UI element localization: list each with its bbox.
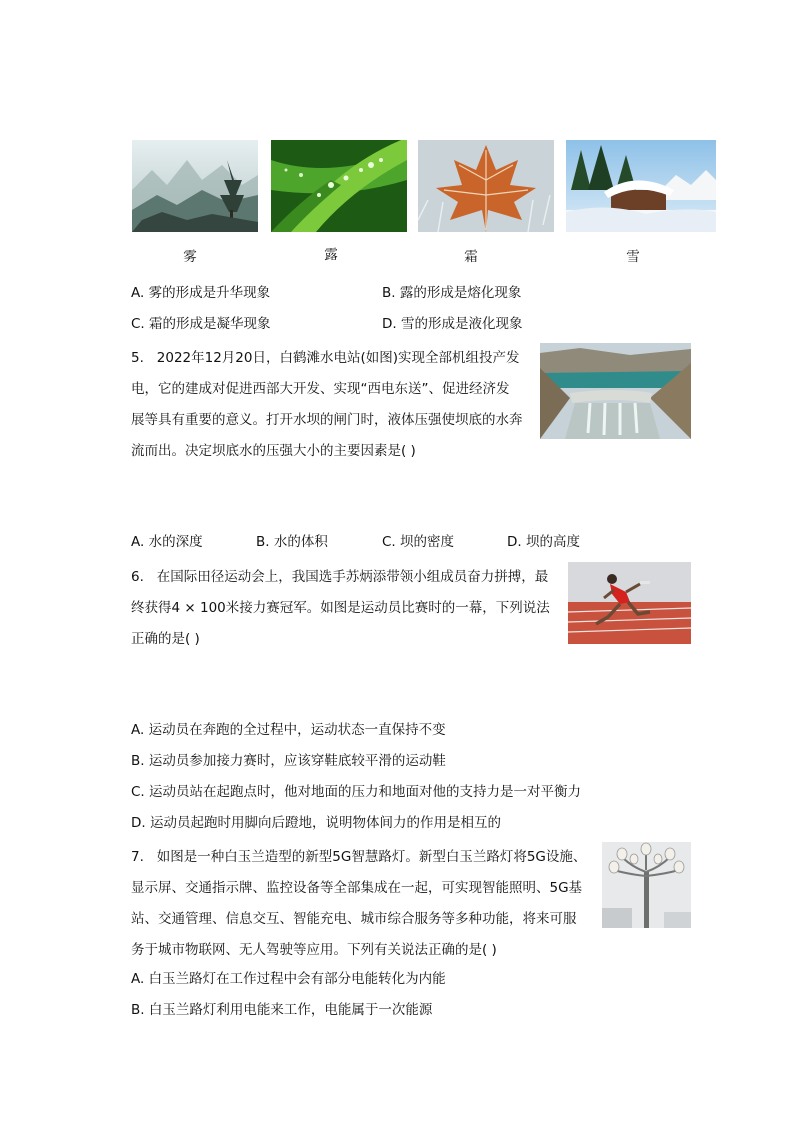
caption-dew: 露 bbox=[324, 247, 338, 263]
q5-number: 5. bbox=[131, 350, 144, 366]
q7-number: 7. bbox=[131, 849, 144, 865]
q6-option-b: B. 运动员参加接力赛时，应该穿鞋底较平滑的运动鞋 bbox=[131, 753, 446, 769]
dam-photo bbox=[540, 343, 691, 439]
streetlamp-photo bbox=[602, 842, 691, 928]
q6-stem bbox=[131, 562, 563, 655]
q4-option-a: A. 雾的形成是升华现象 bbox=[131, 285, 271, 301]
q6-number: 6. bbox=[131, 569, 144, 585]
q5-line-3: 展等具有重要的意义。打开水坝的闸门时，液体压强使坝底的水奔 bbox=[131, 412, 523, 428]
sprinter-photo bbox=[568, 562, 691, 644]
q4-option-d: D. 雪的形成是液化现象 bbox=[382, 316, 523, 332]
caption-fog: 雾 bbox=[183, 249, 197, 265]
q6-option-d: D. 运动员起跑时用脚向后蹬地，说明物体间力的作用是相互的 bbox=[131, 815, 501, 831]
q5-option-d: D. 坝的高度 bbox=[507, 534, 580, 550]
q7-line-2: 显示屏、交通指示牌、监控设备等全部集成在一起，可实现智能照明、5G基 bbox=[131, 880, 583, 896]
q5-line-1: 2022年12月20日，白鹤滩水电站(如图)实现全部机组投产发 bbox=[156, 350, 520, 366]
q5-line-2: 电，它的建成对促进西部大开发、实现“西电东送”、促进经济发 bbox=[131, 381, 510, 397]
caption-frost: 霜 bbox=[464, 249, 478, 265]
q7-line-4: 务于城市物联网、无人驾驶等应用。下列有关说法正确的是( ) bbox=[131, 942, 497, 958]
q5-line-4: 流而出。决定坝底水的压强大小的主要因素是( ) bbox=[131, 443, 416, 459]
q4-option-b: B. 露的形成是熔化现象 bbox=[382, 285, 522, 301]
fog-photo bbox=[132, 140, 258, 232]
q5-option-a: A. 水的深度 bbox=[131, 534, 203, 550]
q7-stem bbox=[131, 842, 599, 966]
q6-line-2: 终获得4 × 100米接力赛冠军。如图是运动员比赛时的一幕，下列说法 bbox=[131, 600, 550, 616]
q7-line-3: 站、交通管理、信息交互、智能充电、城市综合服务等多种功能，将来可服 bbox=[131, 911, 577, 927]
q6-line-3: 正确的是( ) bbox=[131, 631, 200, 647]
q7-option-b: B. 白玉兰路灯利用电能来工作，电能属于一次能源 bbox=[131, 1002, 433, 1018]
q6-option-c: C. 运动员站在起跑点时，他对地面的压力和地面对他的支持力是一对平衡力 bbox=[131, 784, 582, 800]
q4-option-c: C. 霜的形成是凝华现象 bbox=[131, 316, 271, 332]
q5-option-b: B. 水的体积 bbox=[256, 534, 328, 550]
frost-photo bbox=[418, 140, 554, 232]
q7-line-1: 如图是一种白玉兰造型的新型5G智慧路灯。新型白玉兰路灯将5G设施、 bbox=[156, 849, 587, 865]
q6-option-a: A. 运动员在奔跑的全过程中，运动状态一直保持不变 bbox=[131, 722, 446, 738]
caption-snow: 雪 bbox=[626, 249, 640, 265]
q6-line-1: 在国际田径运动会上，我国选手苏炳添带领小组成员奋力拼搏，最 bbox=[156, 569, 549, 585]
snow-photo bbox=[566, 140, 716, 232]
q5-option-c: C. 坝的密度 bbox=[382, 534, 455, 550]
q7-option-a: A. 白玉兰路灯在工作过程中会有部分电能转化为内能 bbox=[131, 971, 446, 987]
dew-photo bbox=[271, 140, 407, 232]
q5-stem bbox=[131, 343, 534, 467]
